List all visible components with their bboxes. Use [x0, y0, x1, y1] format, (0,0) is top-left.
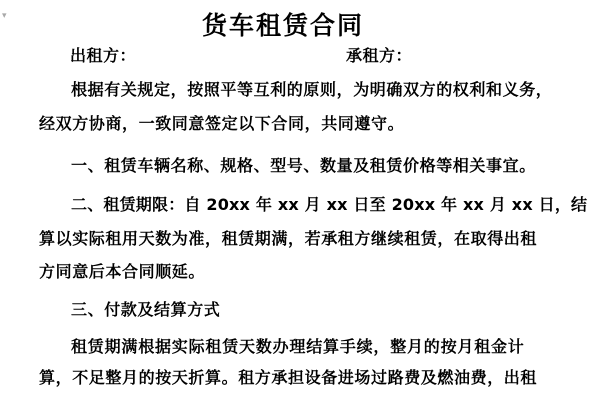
document-line: 三、付款及结算方式	[71, 300, 221, 319]
document-line: 算，不足整月的按天折算。租方承担设备进场过路费及燃油费，出租	[39, 368, 538, 387]
document-line: 二、租赁期限：自 20xx 年 xx 月 xx 日至 20xx 年 xx 月 xx 日，结	[71, 195, 588, 214]
lessee-label: 承租方：	[346, 46, 413, 65]
document-line: 算以实际租用天数为准，租赁期满，若承租方继续租赁，在取得出租	[39, 229, 538, 248]
document-line: 经双方协商，一致同意签定以下合同，共同遵守。	[39, 114, 405, 133]
document-title: 货车租赁合同	[201, 11, 364, 40]
document-line: 根据有关规定，按照平等互利的原则，为明确双方的权利和义务，	[71, 80, 553, 99]
collapse-arrow-icon: ▾	[2, 11, 7, 21]
document-line: 方同意后本合同顺延。	[39, 262, 206, 281]
lessor-label: 出租方：	[70, 46, 137, 65]
document-line: 一、租赁车辆名称、规格、型号、数量及租赁价格等相关事宜。	[71, 156, 536, 175]
document-line: 租赁期满根据实际租赁天数办理结算手续，整月的按月租金计	[71, 337, 525, 356]
